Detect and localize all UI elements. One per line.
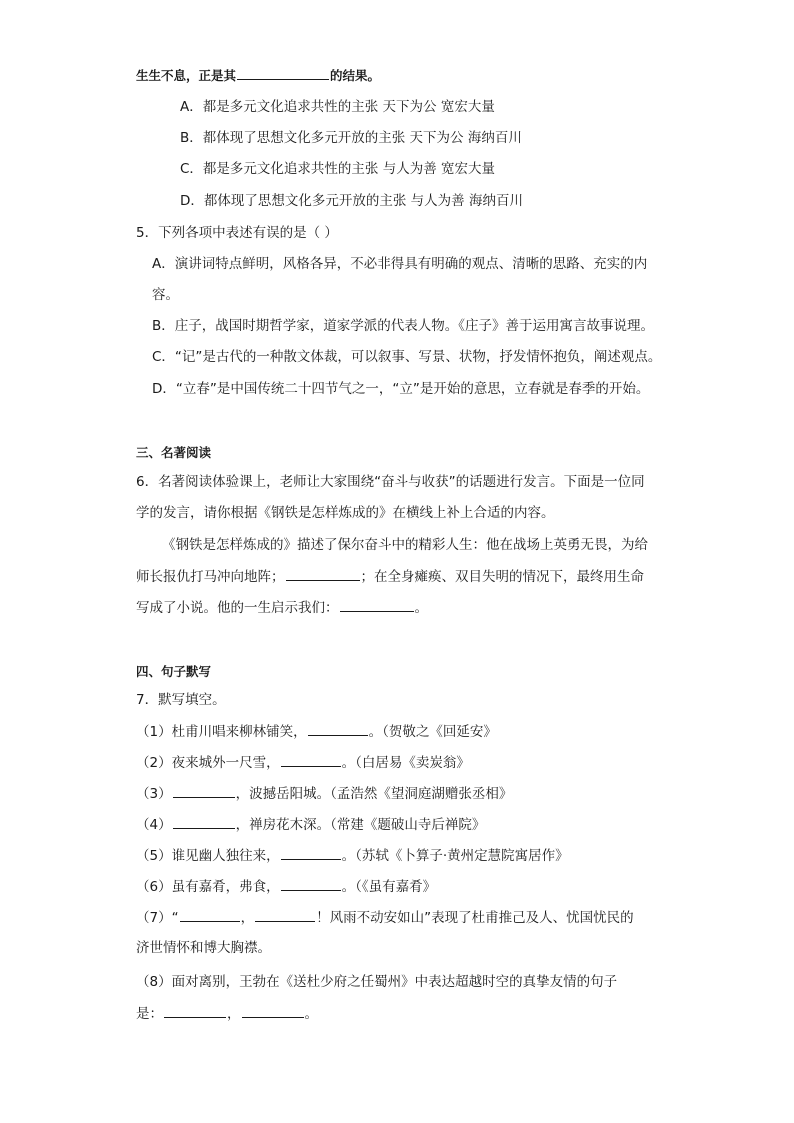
q7-item-text: ，禅房花木深。（常建《题破山寺后禅院》 — [235, 817, 486, 833]
q7-item-text: ， — [227, 1006, 241, 1022]
q6-passage-line3 — [136, 598, 428, 617]
q5-option-b[interactable]: B．庄子，战国时期哲学家，道家学派的代表人物。《庄子》善于运用寓言故事说理。 — [152, 318, 655, 334]
q7-item-text: （5）谁见幽人独往来， — [136, 848, 280, 864]
answer-blank[interactable] — [286, 567, 360, 581]
answer-blank[interactable] — [255, 908, 315, 922]
q6-stem-line2: 学的发言，请你根据《钢铁是怎样炼成的》在横线上补上合适的内容。 — [136, 505, 555, 521]
answer-blank[interactable] — [237, 66, 329, 80]
answer-blank[interactable] — [164, 1004, 226, 1018]
q5-stem: 5．下列各项中表述有误的是（ ） — [136, 225, 338, 241]
q5-option-c[interactable]: C．“记”是古代的一种散文体裁，可以叙事、写景、状物，抒发情怀抱负，阐述观点。 — [152, 349, 662, 365]
q7-item-8: （8）面对离别，王勃在《送杜少府之任蜀州》中表达超越时空的真挚友情的句子 — [136, 974, 618, 990]
q7-item-3 — [136, 784, 512, 803]
q7-item-text: 。（苏轼《卜算子·黄州定慧院寓居作》 — [341, 848, 569, 864]
q7-item-text: （2）夜来城外一尺雪， — [136, 755, 280, 771]
q7-item-8-cont — [136, 1004, 318, 1023]
q7-item-text: ！风雨不动安如山”表现了杜甫推己及人、忧国忧民的 — [316, 910, 634, 926]
q4-tail-post: 的结果。 — [330, 68, 381, 83]
q7-item-6 — [136, 877, 436, 896]
q7-item-text: （4） — [136, 817, 172, 833]
q6-passage-text: ；在全身瘫痪、双目失明的情况下，最终用生命 — [360, 569, 644, 585]
q4-option-c[interactable]: C．都是多元文化追求共性的主张 与人为善 宽宏大量 — [180, 161, 496, 177]
q7-item-text: 。（白居易《卖炭翁》 — [341, 755, 470, 771]
q7-item-text: 。（贺敬之《回延安》 — [368, 724, 497, 740]
q7-item-text: （6）虽有嘉肴，弗食， — [136, 879, 280, 895]
q7-item-4 — [136, 815, 485, 834]
q7-item-text: 。（《虽有嘉肴》 — [341, 879, 437, 895]
q4-option-d[interactable]: D．都体现了思想文化多元开放的主张 与人为善 海纳百川 — [180, 193, 523, 209]
q6-passage-line1: 《钢铁是怎样炼成的》描述了保尔奋斗中的精彩人生：他在战场上英勇无畏，为给 — [162, 537, 648, 553]
q7-item-text: ，波撼岳阳城。（孟浩然《望洞庭湖赠张丞相》 — [235, 786, 513, 802]
answer-blank[interactable] — [340, 598, 414, 612]
answer-blank[interactable] — [173, 815, 235, 829]
q7-item-7 — [136, 908, 634, 927]
q7-item-text: （1）杜甫川唱来柳林铺笑， — [136, 724, 307, 740]
q5-option-a-cont: 容。 — [152, 287, 179, 303]
answer-blank[interactable] — [281, 846, 341, 860]
q7-stem: 7．默写填空。 — [136, 692, 226, 708]
answer-blank[interactable] — [281, 753, 341, 767]
answer-blank[interactable] — [173, 784, 235, 798]
answer-blank[interactable] — [281, 877, 341, 891]
q7-item-text: （3） — [136, 786, 172, 802]
q5-option-d[interactable]: D．“立春”是中国传统二十四节气之一，“立”是开始的意思，立春就是春季的开始。 — [152, 381, 650, 397]
q7-item-text: 。 — [304, 1006, 318, 1022]
q6-passage-text: 师长报仇打马冲向地阵； — [136, 569, 285, 585]
q4-option-a[interactable]: A．都是多元文化追求共性的主张 天下为公 宽宏大量 — [180, 99, 495, 115]
q6-stem-line1: 6．名著阅读体验课上，老师让大家围绕“奋斗与收获”的话题进行发言。下面是一位同 — [136, 474, 645, 490]
section4-heading: 四、句子默写 — [136, 664, 212, 679]
q4-tail-pre: 生生不息，正是其 — [136, 68, 237, 83]
q7-item-text: 是： — [136, 1006, 163, 1022]
q7-item-2 — [136, 753, 470, 772]
q6-passage-text: 。 — [414, 600, 428, 616]
q4-option-b[interactable]: B．都体现了思想文化多元开放的主张 天下为公 海纳百川 — [180, 130, 522, 146]
q7-item-text: （7）“ — [136, 910, 179, 926]
answer-blank[interactable] — [308, 722, 368, 736]
answer-blank[interactable] — [242, 1004, 304, 1018]
answer-blank[interactable] — [180, 908, 240, 922]
q7-item-7-cont: 济世情怀和博大胸襟。 — [136, 940, 271, 956]
q6-passage-line2 — [136, 567, 644, 586]
q5-option-a[interactable]: A．演讲词特点鲜明，风格各异，不必非得具有明确的观点、清晰的思路、充实的内 — [152, 256, 648, 272]
q6-passage-text: 写成了小说。他的一生启示我们： — [136, 600, 339, 616]
q7-item-1 — [136, 722, 497, 741]
section3-heading: 三、名著阅读 — [136, 445, 212, 460]
q7-item-5 — [136, 846, 569, 865]
q7-item-text: ， — [240, 910, 255, 926]
q4-tail-line — [136, 66, 380, 85]
